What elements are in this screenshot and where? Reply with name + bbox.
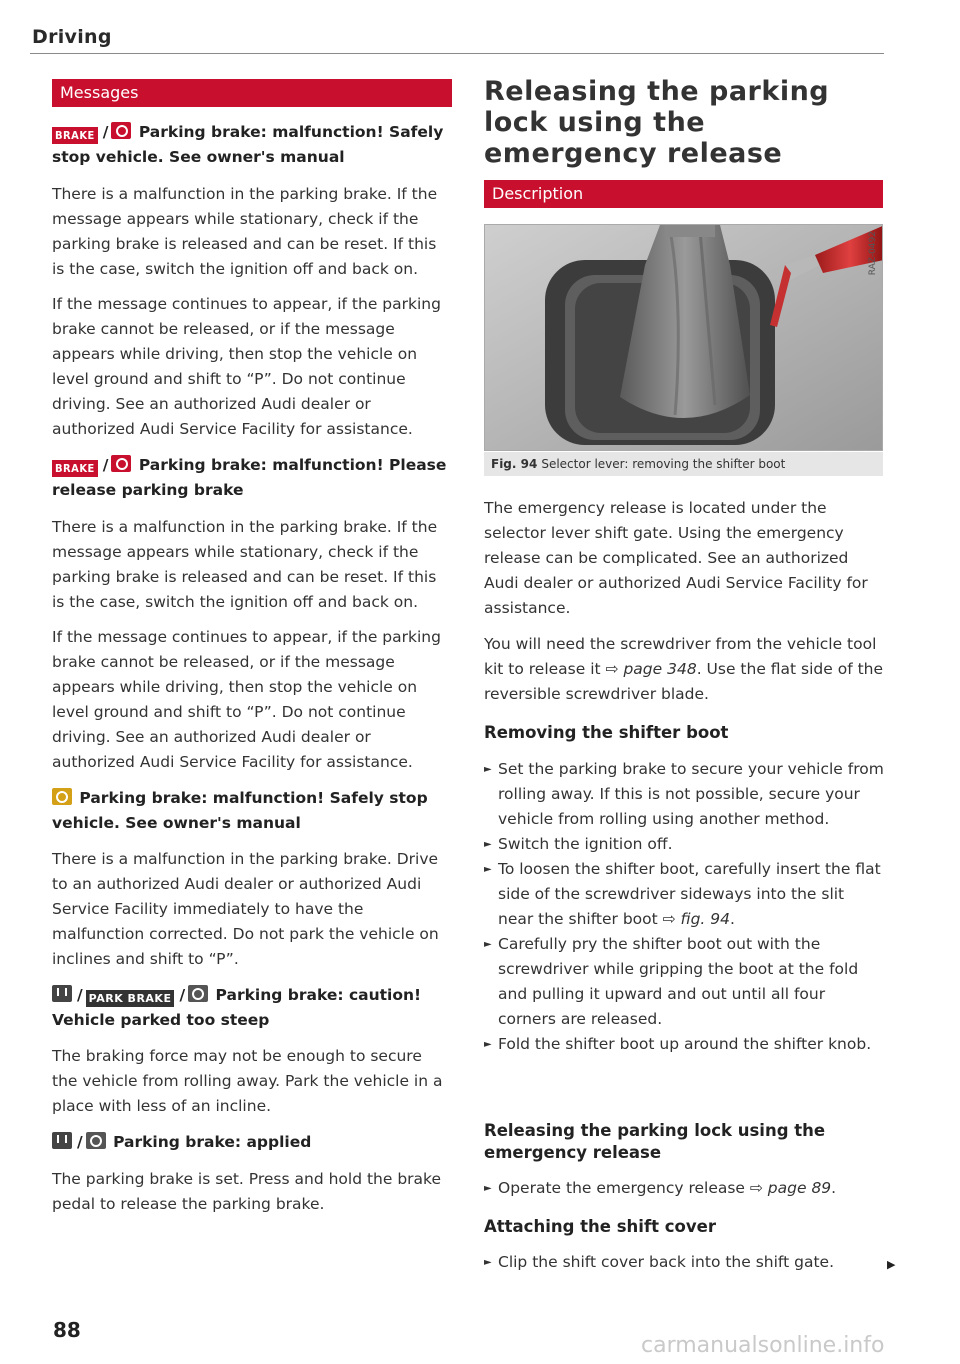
releasing-parking-lock-heading: Releasing the parking lock using the emergency release xyxy=(484,1121,826,1162)
message-heading-5: / Parking brake: applied xyxy=(52,1130,452,1155)
message-4-paragraph-1: The braking force may not be enough to secure the vehicle from rolling away. Park the vehicle in a place with less of an incline. xyxy=(52,1047,443,1115)
park-symbol-icon xyxy=(52,1132,72,1149)
list-item: ► Fold the shifter boot up around the shifter knob. xyxy=(484,1032,884,1057)
chapter-title: Driving xyxy=(32,26,112,48)
park-symbol-icon xyxy=(52,985,72,1002)
list-item: ► Carefully pry the shifter boot out with the screwdriver while gripping the boot at the fold and pulling it upward and out until all four corners are released. xyxy=(484,932,884,1032)
description-section-bar xyxy=(484,180,883,208)
list-item: ► Set the parking brake to secure your vehicle from rolling away. If this is not possible, secure your vehicle from rolling using another method. xyxy=(484,757,884,832)
list-item: ► Operate the emergency release ⇨ page 89. xyxy=(484,1176,884,1201)
message-5-paragraph-1: The parking brake is set. Press and hold the brake pedal to release the parking brake. xyxy=(52,1170,442,1213)
figure-selector-lever xyxy=(484,224,883,451)
messages-section-label: Messages xyxy=(60,83,139,102)
figure-code: RAZ-0492 xyxy=(868,231,878,276)
removing-steps-list xyxy=(484,757,884,1057)
releasing-steps-list xyxy=(484,1176,884,1201)
page-number: 88 xyxy=(53,1318,81,1342)
message-heading-3 xyxy=(52,786,452,836)
message-3-paragraph-1: There is a malfunction in the parking brake. Drive to an authorized Audi dealer or authorized Audi Service Facility immediately to have the malfunction corrected. Do not park the vehicle on inclines and shift to “P”. xyxy=(52,850,439,968)
header-divider xyxy=(30,53,884,54)
message-heading-1: BRAKE / Parking brake: malfunction! Safely stop vehicle. See owner's manual xyxy=(52,123,444,166)
message-2-paragraph-1: There is a malfunction in the parking brake. If the message appears while stationary, check if the parking brake is released and can be reset. If this is the case, switch the ignition off and back on. xyxy=(52,518,438,611)
list-item: ► Switch the ignition off. xyxy=(484,832,884,857)
selector-lever-illustration xyxy=(485,225,883,451)
figure-number: Fig. 94 xyxy=(491,457,538,471)
message-1-paragraph-1: There is a malfunction in the parking brake. If the message appears while stationary, check if the parking brake is released and can be reset. If this is the case, switch the ignition off and back on. xyxy=(52,185,438,278)
fig-94-link[interactable]: ⇨ fig. 94 xyxy=(662,910,730,928)
brake-warning-icon: BRAKE xyxy=(52,460,98,477)
message-heading-3-text: Parking brake: malfunction! Safely stop vehicle. See owner's manual xyxy=(52,789,428,832)
description-paragraph-1: The emergency release is located under the selector lever shift gate. Using the emergency release can be complicated. See an authorized Audi dealer or authorized Audi Service Facility for assistance. xyxy=(484,499,868,617)
watermark: carmanualsonline.info xyxy=(641,1333,885,1358)
description-section-label: Description xyxy=(492,184,584,203)
message-heading-2: BRAKE / Parking brake: malfunction! Please release parking brake xyxy=(52,456,447,499)
message-heading-4: / PARK BRAKE / Parking brake: caution! Vehicle parked too steep xyxy=(52,986,422,1029)
message-1-paragraph-2: If the message continues to appear, if the parking brake cannot be released, or if the message appears while driving, then stop the vehicle on level ground and shift to “P”. Do not continue driving. See an authorized Audi dealer or authorized Audi Service Facility for assistance. xyxy=(52,295,441,438)
list-item: ► To loosen the shifter boot, carefully insert the flat side of the screwdriver sideways into the slit near the shifter boot ⇨ fig. 94. xyxy=(484,857,884,932)
brake-warning-icon: BRAKE xyxy=(52,127,98,144)
parking-brake-grey-icon xyxy=(86,1132,106,1149)
attaching-shift-cover-heading: Attaching the shift cover xyxy=(484,1217,716,1236)
description-paragraph-2: You will need the screwdriver from the vehicle tool kit to release it ⇨ page 348. Use the flat side of the reversible screwdriver blade. xyxy=(484,635,884,703)
figure-caption xyxy=(484,452,883,476)
parking-brake-red-icon xyxy=(111,455,131,472)
page-89-link[interactable]: ⇨ page 89 xyxy=(749,1179,832,1197)
parking-brake-red-icon xyxy=(111,122,131,139)
message-heading-5-text: Parking brake: applied xyxy=(113,1133,312,1151)
list-item: ► Clip the shift cover back into the shift gate. xyxy=(484,1250,884,1275)
parking-brake-malfunction-yellow-icon xyxy=(52,788,72,805)
message-heading-4-text: Parking brake: caution! Vehicle parked too steep xyxy=(52,986,422,1029)
page-348-link[interactable]: ⇨ page 348 xyxy=(605,660,697,678)
figure-caption-text: Selector lever: removing the shifter boot xyxy=(541,457,786,471)
parking-brake-grey-icon xyxy=(188,985,208,1002)
section-title: Releasing the parking lock using the emergency release xyxy=(484,76,830,169)
removing-shifter-boot-heading: Removing the shifter boot xyxy=(484,723,729,742)
message-2-paragraph-2: If the message continues to appear, if the parking brake cannot be released, or if the message appears while driving, then stop the vehicle on level ground and shift to “P”. Do not continue driving. See an authorized Audi dealer or authorized Audi Service Facility for assistance. xyxy=(52,628,441,771)
messages-section-bar xyxy=(52,79,452,107)
message-heading-2-text: Parking brake: malfunction! Please release parking brake xyxy=(52,456,447,499)
park-brake-indicator-icon: PARK BRAKE xyxy=(86,990,175,1007)
message-heading-1-text: Parking brake: malfunction! Safely stop vehicle. See owner's manual xyxy=(52,123,444,166)
continued-arrow-icon: ▶ xyxy=(887,1258,896,1271)
attaching-steps-list xyxy=(484,1250,884,1275)
